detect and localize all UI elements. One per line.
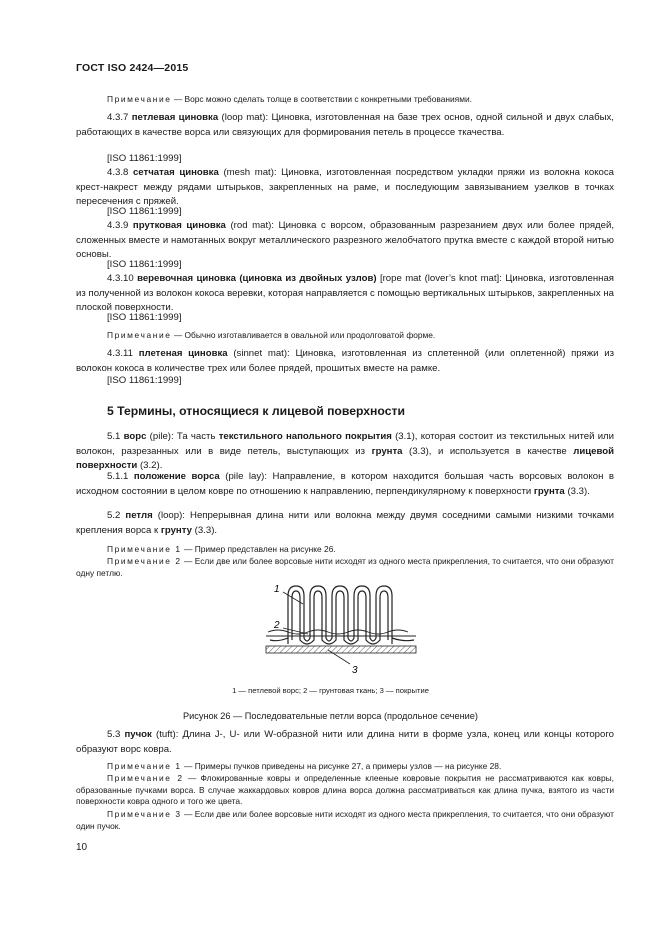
term-name: веревочная циновка (циновка из двойных узлов) bbox=[137, 273, 377, 284]
term-name: петля bbox=[125, 510, 153, 521]
note-label: Примечание 3 bbox=[107, 809, 182, 819]
term-definition: Циновка, изготовленная из сплетенной (или оплетенной) пряжи из волокон кокоса в количестве трех или более прядей, прошитых вместе на рамке. bbox=[76, 348, 614, 374]
note-text: — Примеры пучков приведены на рисунке 27, а примеры узлов — на рисунке 28. bbox=[184, 761, 502, 771]
note-loop-2 bbox=[76, 556, 614, 579]
term-english: [rope mat (lover’s knot mat]: bbox=[379, 273, 502, 284]
term-rod-mat bbox=[76, 219, 614, 263]
term-name: пучок bbox=[124, 729, 152, 740]
term-definition: Длина J-, U- или W-образной нити или длина нити в форме узла, конец или концы которого образуют ворс ковра. bbox=[76, 729, 614, 755]
term-definition-part: (3.3). bbox=[567, 485, 590, 497]
term-crossref: грунта bbox=[533, 485, 565, 497]
term-number: 4.3.10 bbox=[107, 273, 134, 284]
term-name: сетчатая циновка bbox=[132, 167, 219, 178]
term-loop bbox=[76, 509, 614, 538]
term-definition: Циновка с ворсом, образованным разрезанием двух или более прядей, сложенных вместе и намотанных вокруг металлического разрезного желобчатого прутка вместе с каждой второй нитью основы. bbox=[76, 220, 615, 261]
term-name: прутковая циновка bbox=[132, 220, 226, 231]
term-number: 4.3.7 bbox=[107, 112, 129, 123]
term-name: положение ворса bbox=[133, 471, 220, 482]
term-definition-part: Направление, в котором находится большая часть ворсовых волокон в исходном состоянии в целом ковре по отношению к направлению, перпендикулярному к поверхности bbox=[76, 471, 615, 497]
term-number: 4.3.11 bbox=[107, 348, 133, 359]
term-english: (sinnet mat): bbox=[233, 348, 290, 359]
figure-label-2: 2 bbox=[274, 620, 280, 631]
term-definition-part: (3.3), и используется в качестве bbox=[409, 445, 567, 457]
term-english: (loop mat): bbox=[221, 112, 269, 123]
section-heading: 5 Термины, относящиеся к лицевой поверхности bbox=[107, 404, 405, 418]
note-text: — Если две или более ворсовые нити исходят из одного места прикрепления, то считается, что они образуют один пучок. bbox=[76, 809, 614, 831]
ref-rod-mat: [ISO 11861:1999] bbox=[107, 259, 182, 270]
term-sinnet-mat bbox=[76, 347, 614, 376]
term-english: (pile): bbox=[149, 431, 174, 442]
note-label: Примечание 2 bbox=[107, 556, 182, 566]
note-tuft-3 bbox=[76, 809, 614, 832]
term-english: (rod mat): bbox=[230, 220, 274, 231]
note-label: Примечание 2 bbox=[107, 773, 184, 783]
term-number: 5.1.1 bbox=[107, 471, 129, 482]
term-pile-lay bbox=[76, 470, 614, 499]
ground-fabric-weave bbox=[268, 630, 408, 634]
term-definition: Циновка, изготовленная из полученной из волокон кокоса веревки, которая направляется с помощью вертикальных штырьков, закрепленных на плоской поверхности. bbox=[76, 273, 614, 314]
term-definition-part: (3.2). bbox=[139, 460, 163, 472]
figure-loop-pile bbox=[258, 578, 428, 678]
term-mesh-mat bbox=[76, 166, 614, 210]
term-number: 5.2 bbox=[107, 510, 121, 521]
term-english: (tuft): bbox=[156, 729, 179, 740]
term-pile bbox=[76, 430, 614, 474]
note-tuft-1 bbox=[76, 761, 614, 773]
term-crossref: грунта bbox=[371, 445, 403, 457]
note-loop-1 bbox=[76, 544, 614, 556]
note-label: Примечание bbox=[107, 94, 172, 104]
term-english: (mesh mat): bbox=[223, 167, 277, 178]
figure-legend: 1 — петлевой ворс; 2 — грунтовая ткань; 3 — покрытие bbox=[232, 686, 429, 695]
ref-sinnet-mat: [ISO 11861:1999] bbox=[107, 375, 182, 386]
term-english: (pile lay): bbox=[225, 471, 268, 482]
note-pile-thicker bbox=[76, 94, 614, 106]
note-label: Примечание bbox=[107, 330, 172, 340]
term-name: петлевая циновка bbox=[131, 112, 219, 123]
term-definition-part: Та часть bbox=[176, 431, 216, 442]
note-text: — Если две или более ворсовые нити исходят из одного места прикрепления, то считается, что они образуют одну петлю. bbox=[76, 556, 614, 578]
note-text: — Обычно изготавливается в овальной или продолговатой форме. bbox=[173, 330, 436, 340]
figure-label-3: 3 bbox=[352, 665, 358, 676]
term-definition-part: Непрерывная длина нити или волокна между двумя соседними самыми низкими точками крепления ворса к bbox=[76, 510, 614, 536]
figure-caption: Рисунок 26 — Последовательные петли ворса (продольное сечение) bbox=[183, 711, 478, 721]
note-text: — Флокированные ковры и определенные клееные ковровые покрытия не рассматриваются как ковры, образованные пучками ворса. В случае жаккардовых ковров длина ворса должна рассматриваться как длина пучка, взятого из части поверхности ковра одного и того же цвета. bbox=[76, 773, 614, 807]
figure-label-1: 1 bbox=[274, 584, 280, 595]
term-crossref: грунту bbox=[160, 524, 192, 536]
ref-mesh-mat: [ISO 11861:1999] bbox=[107, 206, 182, 217]
note-text: — Пример представлен на рисунке 26. bbox=[184, 544, 336, 554]
term-number: 4.3.9 bbox=[107, 220, 129, 231]
term-definition-part: (3.3). bbox=[194, 524, 218, 536]
note-tuft-2 bbox=[76, 773, 614, 808]
term-english: (loop): bbox=[157, 510, 185, 521]
term-number: 4.3.8 bbox=[107, 167, 129, 178]
document-header: ГОСТ ISO 2424—2015 bbox=[76, 62, 189, 74]
term-definition: Циновка, изготовленная посредством укладки пряжи из волокна кокоса крест-накрест между рядами штырьков, закрепленных на раме, и последующим завязыванием узелков в точках пересечения с пряжей. bbox=[76, 167, 614, 208]
note-label: Примечание 1 bbox=[107, 761, 182, 771]
term-name: ворс bbox=[123, 431, 147, 442]
ref-loop-mat: [ISO 11861:1999] bbox=[107, 153, 182, 164]
term-number: 5.1 bbox=[107, 431, 121, 442]
ref-rope-mat: [ISO 11861:1999] bbox=[107, 312, 182, 323]
pile-loops bbox=[270, 586, 414, 644]
term-crossref: лицевой поверхности bbox=[76, 445, 614, 472]
term-loop-mat bbox=[76, 111, 614, 140]
page-number: 10 bbox=[76, 842, 88, 853]
backing-coating bbox=[266, 646, 416, 653]
note-label: Примечание 1 bbox=[107, 544, 182, 554]
term-definition: Циновка, изготовленная на базе трех основ, одной сильной и двух слабых, работающих в качестве ворса или связующих для формирования петель в процессе ткачества. bbox=[76, 112, 614, 138]
term-tuft bbox=[76, 728, 614, 757]
term-number: 5.3 bbox=[107, 729, 121, 740]
term-name: плетеная циновка bbox=[138, 348, 228, 359]
term-crossref: текстильного напольного покрытия bbox=[218, 431, 392, 442]
term-definition-part: (3.1), которая состоит из текстильных нитей или волокон, разрезанных или в виде петель, выступающих из bbox=[76, 431, 615, 457]
note-oval bbox=[76, 330, 614, 342]
note-text: — Ворс можно сделать толще в соответствии с конкретными требованиями. bbox=[173, 94, 472, 104]
term-rope-mat bbox=[76, 272, 614, 316]
